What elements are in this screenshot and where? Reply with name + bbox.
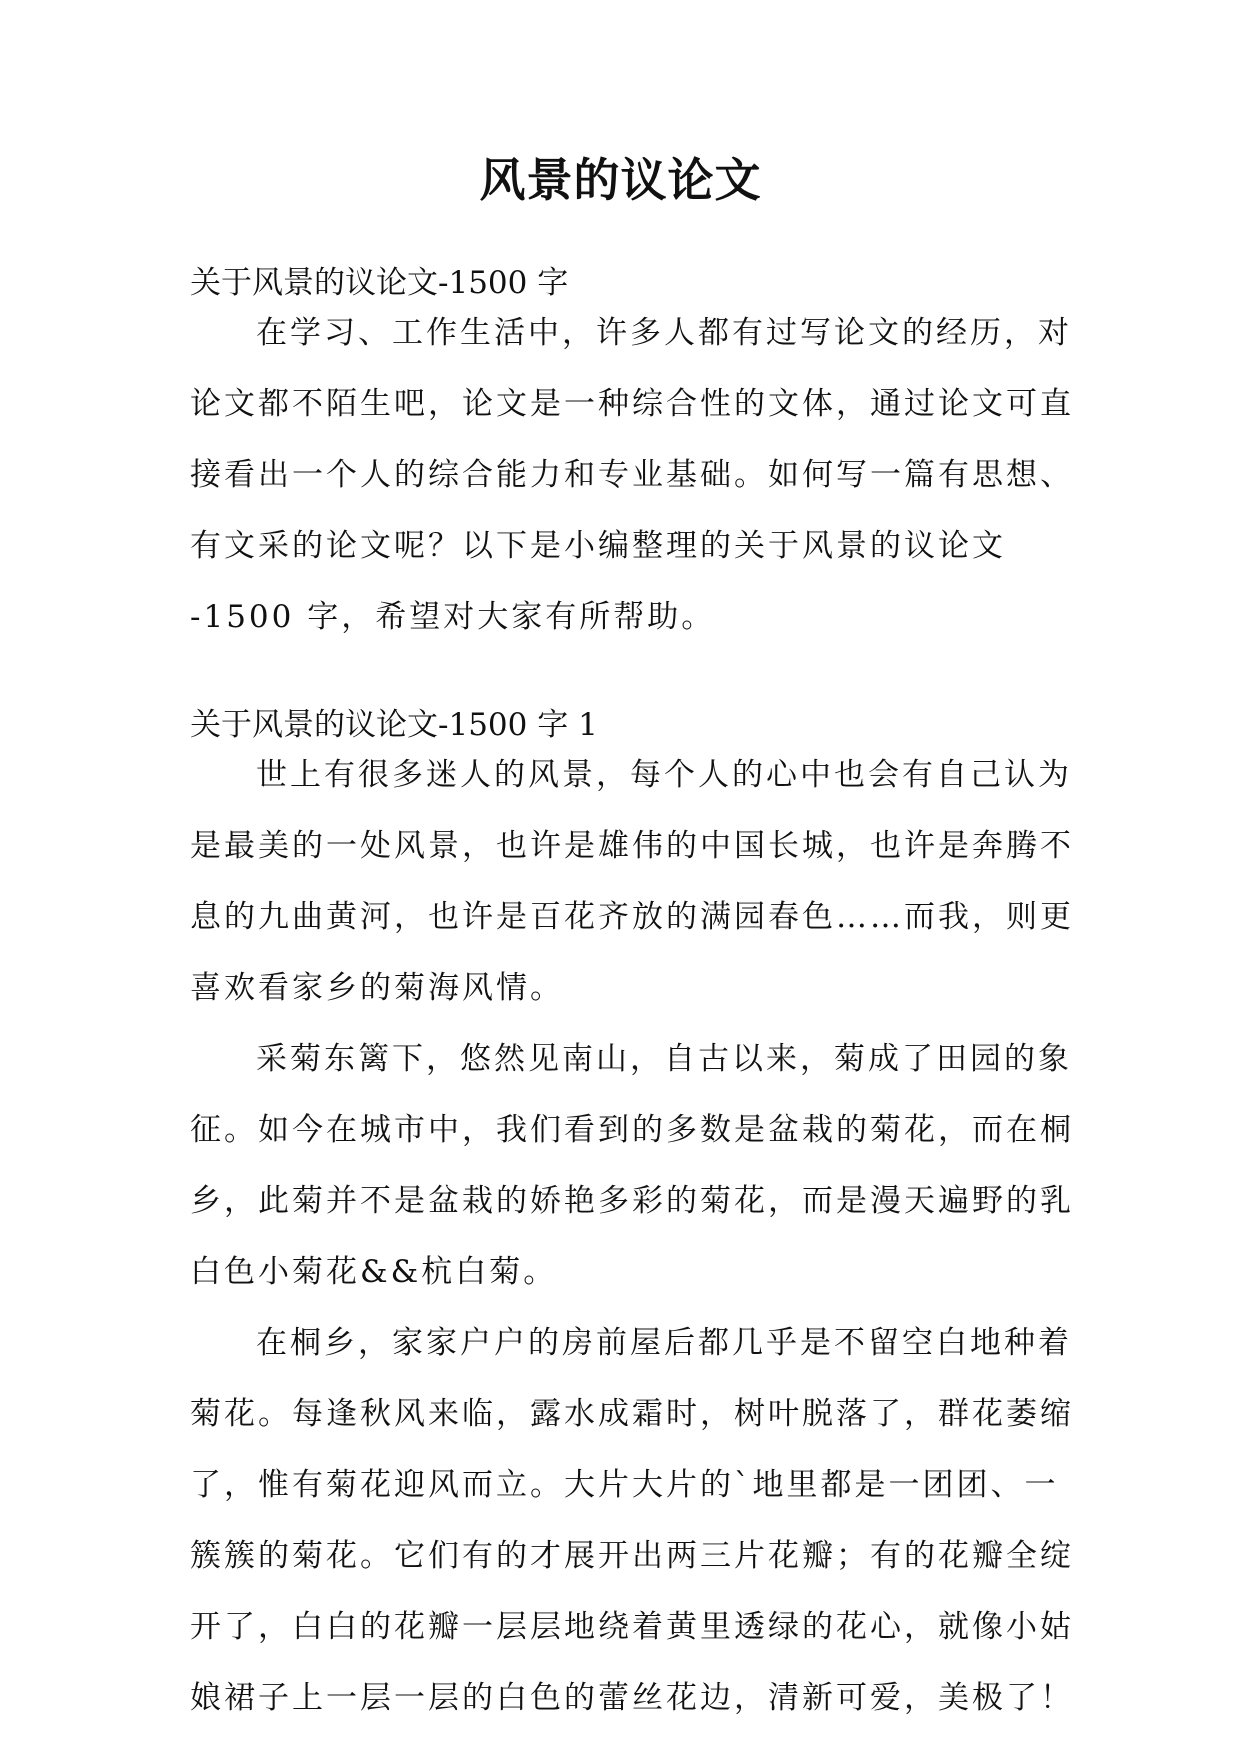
paragraph-line: 是最美的一处风景，也许是雄伟的中国长城，也许是奔腾不 xyxy=(190,828,1074,864)
paragraph-line: 世上有很多迷人的风景，每个人的心中也会有自己认为 xyxy=(256,757,1072,793)
intro-heading: 关于风景的议论文-1500 字 xyxy=(190,265,569,301)
paragraph-line: 在桐乡，家家户户的房前屋后都几乎是不留空白地种着 xyxy=(256,1325,1072,1361)
paragraph-line: 在学习、工作生活中，许多人都有过写论文的经历，对 xyxy=(256,315,1072,351)
paragraph-line: 了，惟有菊花迎风而立。大片大片的`地里都是一团团、一 xyxy=(190,1467,1059,1503)
document-title: 风景的议论文 xyxy=(479,153,762,207)
paragraph-line: 娘裙子上一层一层的白色的蕾丝花边，清新可爱，美极了！ xyxy=(190,1680,1074,1716)
paragraph-line: 征。如今在城市中，我们看到的多数是盆栽的菊花，而在桐 xyxy=(190,1112,1074,1148)
paragraph-line: 论文都不陌生吧，论文是一种综合性的文体，通过论文可直 xyxy=(190,386,1074,422)
section1-heading: 关于风景的议论文-1500 字 1 xyxy=(190,707,598,743)
paragraph-line: 开了，白白的花瓣一层层地绕着黄里透绿的花心，就像小姑 xyxy=(190,1609,1074,1645)
paragraph-line: 喜欢看家乡的菊海风情。 xyxy=(190,970,564,1006)
paragraph-line: -1500 字，希望对大家有所帮助。 xyxy=(190,599,716,635)
paragraph-line: 乡，此菊并不是盆栽的娇艳多彩的菊花，而是漫天遍野的乳 xyxy=(190,1183,1074,1219)
paragraph-line: 有文采的论文呢？以下是小编整理的关于风景的议论文 xyxy=(190,528,1006,564)
paragraph-line: 白色小菊花&&杭白菊。 xyxy=(190,1254,558,1290)
paragraph-line: 接看出一个人的综合能力和专业基础。如何写一篇有思想、 xyxy=(190,457,1074,493)
intro-paragraph xyxy=(190,298,1074,653)
paragraph-line: 菊花。每逢秋风来临，露水成霜时，树叶脱落了，群花萎缩 xyxy=(190,1396,1074,1432)
paragraph-line: 采菊东篱下，悠然见南山，自古以来，菊成了田园的象 xyxy=(256,1041,1072,1077)
section1-paragraph-3 xyxy=(190,1308,1074,1734)
paragraph-line: 簇簇的菊花。它们有的才展开出两三片花瓣；有的花瓣全绽 xyxy=(190,1538,1074,1574)
section1-paragraph-1 xyxy=(190,740,1074,1024)
section1-paragraph-2 xyxy=(190,1024,1074,1308)
paragraph-line: 息的九曲黄河，也许是百花齐放的满园春色……而我，则更 xyxy=(190,899,1074,935)
